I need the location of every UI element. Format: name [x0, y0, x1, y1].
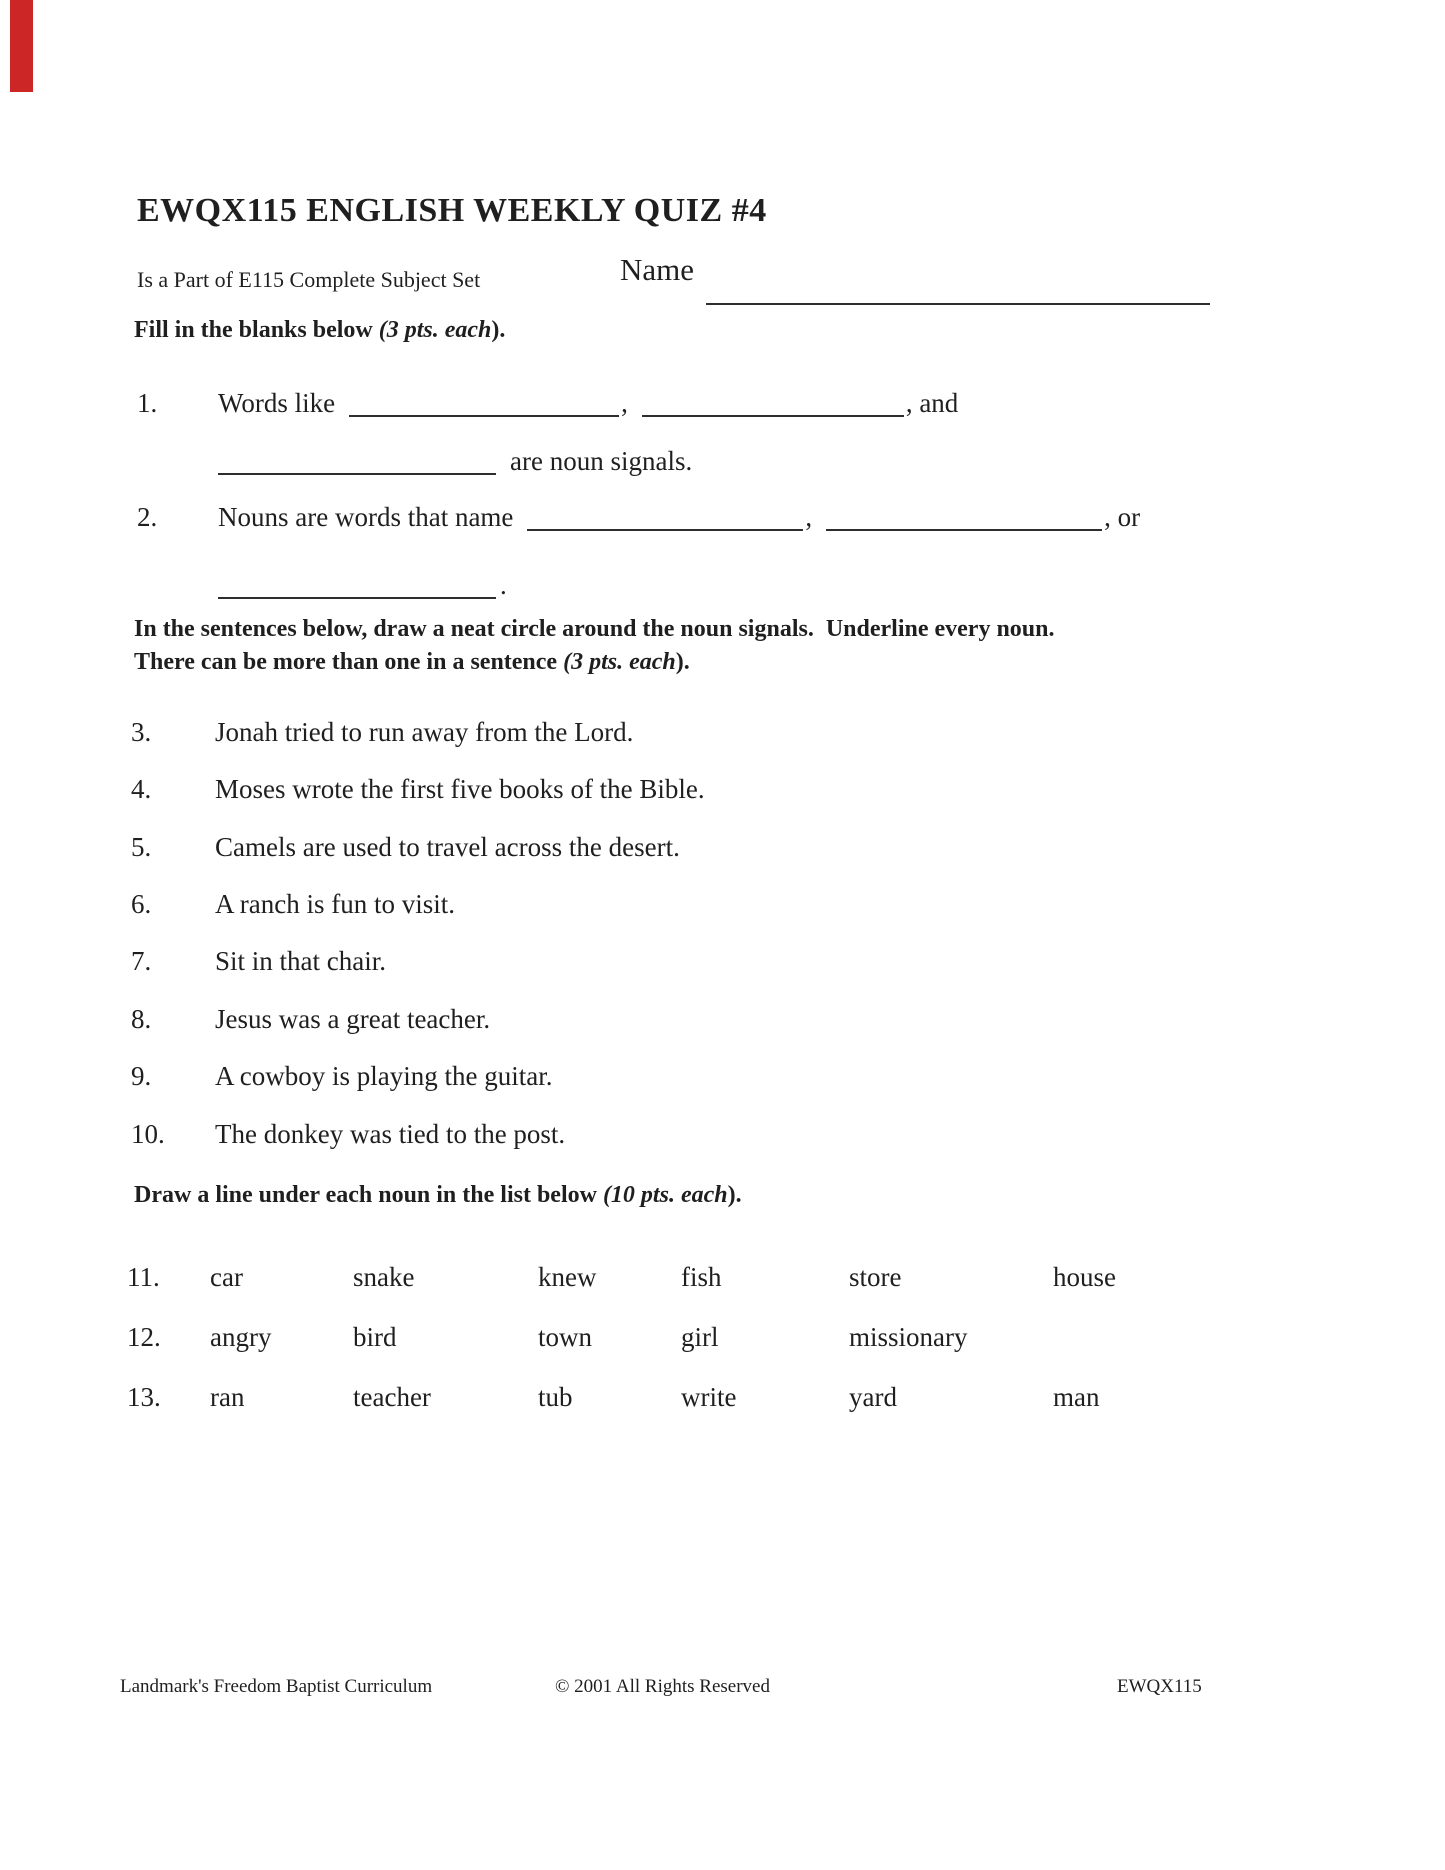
separator: , — [621, 388, 628, 418]
question-2-line-1 — [218, 502, 1140, 533]
item-number: 7. — [131, 946, 152, 976]
answer-blank — [527, 502, 803, 531]
word: store — [849, 1262, 902, 1292]
question-1-lead: Words like — [218, 388, 336, 418]
item-text: A ranch is fun to visit. — [215, 889, 455, 919]
fill-in-blanks-heading — [134, 317, 505, 345]
row-number: 11. — [127, 1262, 160, 1292]
word: snake — [353, 1262, 415, 1292]
item-text: The donkey was tied to the post. — [215, 1119, 566, 1149]
name-label: Name — [620, 252, 695, 287]
question-1-tail: are noun signals. — [510, 446, 693, 476]
points-note: (3 pts. each — [563, 649, 676, 675]
separator: , and — [905, 388, 959, 418]
word: bird — [353, 1322, 397, 1352]
answer-blank — [642, 388, 904, 417]
page-title: EWQX115 ENGLISH WEEKLY QUIZ #4 — [137, 192, 767, 229]
word: house — [1053, 1262, 1116, 1292]
word: town — [538, 1322, 592, 1352]
word: man — [1053, 1382, 1100, 1412]
answer-blank — [218, 570, 496, 599]
footer-document-code: EWQX115 — [1117, 1676, 1202, 1697]
word: knew — [538, 1262, 597, 1292]
item-text: Jonah tried to run away from the Lord. — [215, 717, 634, 747]
item-text: Camels are used to travel across the desert. — [215, 832, 680, 862]
word: fish — [681, 1262, 722, 1292]
item-number: 9. — [131, 1061, 152, 1091]
heading-close: ). — [491, 317, 506, 343]
item-text: A cowboy is playing the guitar. — [215, 1061, 553, 1091]
question-2-line-2 — [218, 570, 507, 601]
points-note: (3 pts. each — [378, 317, 492, 343]
subtitle: Is a Part of E115 Complete Subject Set — [137, 267, 481, 292]
item-number: 8. — [131, 1004, 152, 1034]
item-text: Sit in that chair. — [215, 946, 386, 976]
footer-copyright: © 2001 All Rights Reserved — [555, 1676, 770, 1697]
item-number: 5. — [131, 832, 152, 862]
word: teacher — [353, 1382, 431, 1412]
scan-artifact-red-stripe — [10, 0, 33, 92]
question-2-tail: . — [500, 570, 507, 600]
heading-text: Fill in the blanks below — [134, 317, 379, 343]
word: tub — [538, 1382, 573, 1412]
word: yard — [849, 1382, 897, 1412]
word: missionary — [849, 1322, 968, 1352]
word: car — [210, 1262, 243, 1292]
item-number: 10. — [131, 1119, 165, 1149]
question-1-line-2 — [218, 446, 692, 477]
name-blank-line — [706, 271, 1210, 305]
separator: , — [805, 502, 813, 532]
sentences-instruction-line-1: In the sentences below, draw a neat circle around the noun signals. Underline every noun. — [134, 616, 1055, 642]
item-number: 3. — [131, 717, 152, 747]
item-number: 6. — [131, 889, 152, 919]
word: girl — [681, 1322, 719, 1352]
row-number: 12. — [127, 1322, 161, 1352]
question-1-number: 1. — [137, 388, 158, 418]
question-2-lead: Nouns are words that name — [218, 502, 514, 532]
instruction-text: There can be more than one in a sentence — [134, 649, 564, 675]
sentences-instruction-line-2 — [134, 649, 690, 677]
question-2-number: 2. — [137, 502, 158, 532]
word-list-heading — [134, 1182, 742, 1210]
separator: , or — [1104, 502, 1141, 532]
instruction-close: ). — [675, 649, 690, 675]
word: ran — [210, 1382, 245, 1412]
heading-text: Draw a line under each noun in the list below — [134, 1182, 603, 1208]
word: angry — [210, 1322, 272, 1352]
question-1-line-1 — [218, 388, 958, 419]
row-number: 13. — [127, 1382, 161, 1412]
item-number: 4. — [131, 774, 152, 804]
item-text: Moses wrote the first five books of the Bible. — [215, 774, 705, 804]
points-note: (10 pts. each — [602, 1182, 728, 1208]
item-text: Jesus was a great teacher. — [215, 1004, 491, 1034]
word: write — [681, 1382, 737, 1412]
answer-blank — [218, 446, 496, 475]
answer-blank — [826, 502, 1102, 531]
footer-publisher: Landmark's Freedom Baptist Curriculum — [120, 1676, 433, 1697]
heading-close: ). — [727, 1182, 742, 1208]
answer-blank — [349, 388, 619, 417]
